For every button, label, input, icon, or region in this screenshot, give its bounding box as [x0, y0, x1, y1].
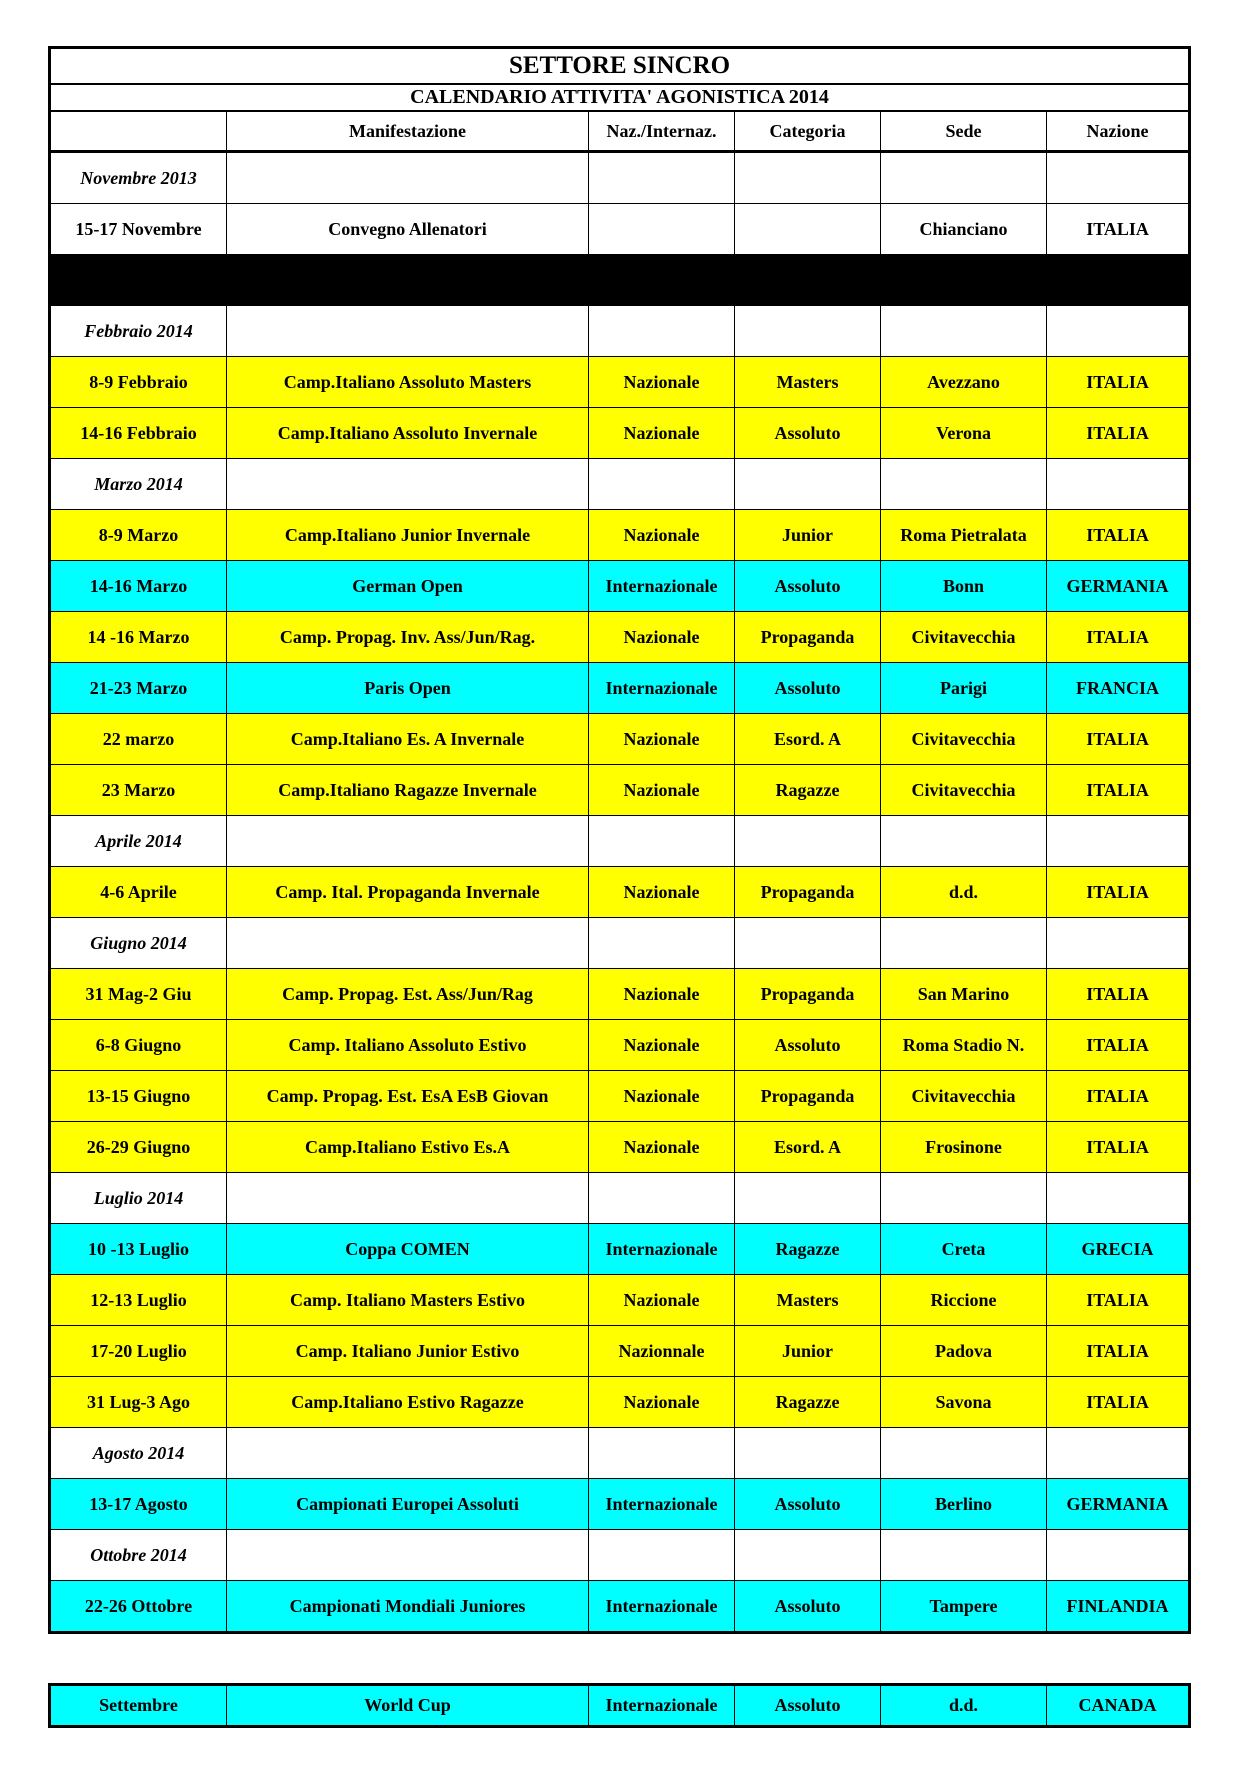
- cell-categoria: Assoluto: [735, 1685, 881, 1727]
- cell-date: 21-23 Marzo: [50, 663, 227, 714]
- empty-cell: [881, 1173, 1047, 1224]
- cell-naz-internaz: Internazionale: [589, 1685, 735, 1727]
- cell-manifestazione: Camp. Propag. Est. Ass/Jun/Rag: [227, 969, 589, 1020]
- cell-categoria: [735, 204, 881, 255]
- cell-date: 6-8 Giugno: [50, 1020, 227, 1071]
- cell-nazione: ITALIA: [1047, 1071, 1190, 1122]
- separator-row: [50, 255, 1190, 306]
- cell-naz-internaz: Nazionale: [589, 612, 735, 663]
- empty-cell: [227, 816, 589, 867]
- cell-manifestazione: Camp.Italiano Ragazze Invernale: [227, 765, 589, 816]
- cell-date: 14 -16 Marzo: [50, 612, 227, 663]
- cell-date: 15-17 Novembre: [50, 204, 227, 255]
- empty-cell: [1047, 816, 1190, 867]
- event-row: [50, 765, 1190, 816]
- event-row: [50, 1326, 1190, 1377]
- column-header-sede: Sede: [881, 111, 1047, 152]
- month-row: [50, 1428, 1190, 1479]
- cell-manifestazione: Camp. Propag. Inv. Ass/Jun/Rag.: [227, 612, 589, 663]
- month-label: Giugno 2014: [50, 918, 227, 969]
- event-row: [50, 969, 1190, 1020]
- page-subtitle: CALENDARIO ATTIVITA' AGONISTICA 2014: [50, 84, 1190, 111]
- empty-cell: [735, 459, 881, 510]
- cell-sede: Roma Pietralata: [881, 510, 1047, 561]
- empty-cell: [1047, 1173, 1190, 1224]
- cell-nazione: ITALIA: [1047, 867, 1190, 918]
- empty-cell: [735, 306, 881, 357]
- cell-sede: Savona: [881, 1377, 1047, 1428]
- cell-sede: Frosinone: [881, 1122, 1047, 1173]
- event-row: [50, 408, 1190, 459]
- cell-categoria: Assoluto: [735, 663, 881, 714]
- empty-cell: [881, 1428, 1047, 1479]
- month-label: Novembre 2013: [50, 152, 227, 204]
- cell-categoria: Assoluto: [735, 408, 881, 459]
- empty-cell: [589, 459, 735, 510]
- month-row: [50, 306, 1190, 357]
- cell-sede: Verona: [881, 408, 1047, 459]
- cell-sede: Riccione: [881, 1275, 1047, 1326]
- event-row: [50, 1020, 1190, 1071]
- cell-manifestazione: Convegno Allenatori: [227, 204, 589, 255]
- empty-cell: [227, 1530, 589, 1581]
- month-label: Febbraio 2014: [50, 306, 227, 357]
- cell-categoria: Esord. A: [735, 1122, 881, 1173]
- cell-sede: Avezzano: [881, 357, 1047, 408]
- cell-nazione: ITALIA: [1047, 1326, 1190, 1377]
- event-row: [50, 663, 1190, 714]
- event-row: [50, 357, 1190, 408]
- cell-naz-internaz: Internazionale: [589, 1479, 735, 1530]
- cell-manifestazione: German Open: [227, 561, 589, 612]
- cell-manifestazione: Camp.Italiano Es. A Invernale: [227, 714, 589, 765]
- cell-naz-internaz: Internazionale: [589, 1224, 735, 1275]
- event-row: [50, 1071, 1190, 1122]
- empty-cell: [735, 152, 881, 204]
- cell-sede: Roma Stadio N.: [881, 1020, 1047, 1071]
- cell-sede: Civitavecchia: [881, 1071, 1047, 1122]
- cell-naz-internaz: Nazionale: [589, 1377, 735, 1428]
- cell-sede: d.d.: [881, 1685, 1047, 1727]
- cell-naz-internaz: Nazionale: [589, 765, 735, 816]
- cell-categoria: Esord. A: [735, 714, 881, 765]
- cell-date: 8-9 Febbraio: [50, 357, 227, 408]
- cell-manifestazione: Camp.Italiano Assoluto Invernale: [227, 408, 589, 459]
- month-row: [50, 1173, 1190, 1224]
- empty-cell: [227, 306, 589, 357]
- empty-cell: [227, 1428, 589, 1479]
- empty-cell: [881, 459, 1047, 510]
- cell-naz-internaz: [589, 204, 735, 255]
- cell-naz-internaz: Nazionale: [589, 1122, 735, 1173]
- cell-sede: Civitavecchia: [881, 765, 1047, 816]
- cell-naz-internaz: Nazionale: [589, 357, 735, 408]
- cell-date: 22-26 Ottobre: [50, 1581, 227, 1633]
- event-row: [50, 1275, 1190, 1326]
- cell-naz-internaz: Nazionale: [589, 1275, 735, 1326]
- extra-event-table: [48, 1683, 1191, 1728]
- cell-sede: Tampere: [881, 1581, 1047, 1633]
- cell-categoria: Propaganda: [735, 612, 881, 663]
- cell-sede: Parigi: [881, 663, 1047, 714]
- column-header-date: [50, 111, 227, 152]
- month-row: [50, 918, 1190, 969]
- cell-naz-internaz: Nazionale: [589, 408, 735, 459]
- title-row: [50, 48, 1190, 85]
- cell-naz-internaz: Nazionale: [589, 867, 735, 918]
- cell-manifestazione: Paris Open: [227, 663, 589, 714]
- empty-cell: [589, 1173, 735, 1224]
- cell-nazione: ITALIA: [1047, 1020, 1190, 1071]
- cell-categoria: Ragazze: [735, 1377, 881, 1428]
- cell-sede: Berlino: [881, 1479, 1047, 1530]
- cell-sede: Bonn: [881, 561, 1047, 612]
- separator-bar: [50, 255, 1190, 306]
- month-row: [50, 816, 1190, 867]
- cell-sede: d.d.: [881, 867, 1047, 918]
- event-row: [50, 510, 1190, 561]
- cell-manifestazione: Camp. Italiano Junior Estivo: [227, 1326, 589, 1377]
- event-row: [50, 1377, 1190, 1428]
- empty-cell: [589, 816, 735, 867]
- event-row: [50, 561, 1190, 612]
- cell-nazione: ITALIA: [1047, 612, 1190, 663]
- cell-naz-internaz: Internazionale: [589, 561, 735, 612]
- column-header-row: [50, 111, 1190, 152]
- event-row: [50, 1581, 1190, 1633]
- cell-naz-internaz: Nazionnale: [589, 1326, 735, 1377]
- cell-manifestazione: Campionati Europei Assoluti: [227, 1479, 589, 1530]
- cell-sede: Civitavecchia: [881, 714, 1047, 765]
- cell-date: 31 Mag-2 Giu: [50, 969, 227, 1020]
- cell-nazione: CANADA: [1047, 1685, 1190, 1727]
- cell-manifestazione: Campionati Mondiali Juniores: [227, 1581, 589, 1633]
- cell-nazione: GERMANIA: [1047, 561, 1190, 612]
- cell-manifestazione: Camp.Italiano Estivo Es.A: [227, 1122, 589, 1173]
- cell-nazione: ITALIA: [1047, 1122, 1190, 1173]
- column-header-nazione: Nazione: [1047, 111, 1190, 152]
- cell-manifestazione: Camp.Italiano Assoluto Masters: [227, 357, 589, 408]
- empty-cell: [735, 1530, 881, 1581]
- empty-cell: [735, 1173, 881, 1224]
- empty-cell: [881, 306, 1047, 357]
- cell-manifestazione: Coppa COMEN: [227, 1224, 589, 1275]
- cell-manifestazione: Camp. Italiano Masters Estivo: [227, 1275, 589, 1326]
- cell-categoria: Masters: [735, 357, 881, 408]
- cell-naz-internaz: Nazionale: [589, 969, 735, 1020]
- month-label: Agosto 2014: [50, 1428, 227, 1479]
- empty-cell: [227, 459, 589, 510]
- cell-nazione: GRECIA: [1047, 1224, 1190, 1275]
- cell-nazione: ITALIA: [1047, 510, 1190, 561]
- empty-cell: [1047, 1530, 1190, 1581]
- cell-date: Settembre: [50, 1685, 227, 1727]
- cell-date: 4-6 Aprile: [50, 867, 227, 918]
- cell-categoria: Propaganda: [735, 1071, 881, 1122]
- empty-cell: [1047, 459, 1190, 510]
- empty-cell: [1047, 1428, 1190, 1479]
- cell-categoria: Assoluto: [735, 1479, 881, 1530]
- cell-date: 10 -13 Luglio: [50, 1224, 227, 1275]
- cell-naz-internaz: Internazionale: [589, 663, 735, 714]
- empty-cell: [227, 1173, 589, 1224]
- cell-naz-internaz: Nazionale: [589, 510, 735, 561]
- cell-manifestazione: World Cup: [227, 1685, 589, 1727]
- event-row: [50, 1122, 1190, 1173]
- month-label: Ottobre 2014: [50, 1530, 227, 1581]
- cell-date: 13-15 Giugno: [50, 1071, 227, 1122]
- cell-sede: Chianciano: [881, 204, 1047, 255]
- cell-date: 13-17 Agosto: [50, 1479, 227, 1530]
- cell-sede: Civitavecchia: [881, 612, 1047, 663]
- cell-manifestazione: Camp.Italiano Junior Invernale: [227, 510, 589, 561]
- cell-date: 8-9 Marzo: [50, 510, 227, 561]
- cell-date: 31 Lug-3 Ago: [50, 1377, 227, 1428]
- cell-nazione: ITALIA: [1047, 714, 1190, 765]
- empty-cell: [589, 918, 735, 969]
- cell-categoria: Assoluto: [735, 1020, 881, 1071]
- cell-date: 14-16 Febbraio: [50, 408, 227, 459]
- empty-cell: [735, 1428, 881, 1479]
- month-label: Aprile 2014: [50, 816, 227, 867]
- event-row: [50, 867, 1190, 918]
- cell-naz-internaz: Nazionale: [589, 1071, 735, 1122]
- month-label: Luglio 2014: [50, 1173, 227, 1224]
- month-row: [50, 152, 1190, 204]
- empty-cell: [227, 918, 589, 969]
- cell-categoria: Ragazze: [735, 1224, 881, 1275]
- empty-cell: [1047, 918, 1190, 969]
- cell-nazione: ITALIA: [1047, 969, 1190, 1020]
- cell-categoria: Propaganda: [735, 867, 881, 918]
- cell-manifestazione: Camp.Italiano Estivo Ragazze: [227, 1377, 589, 1428]
- cell-date: 26-29 Giugno: [50, 1122, 227, 1173]
- page-title: SETTORE SINCRO: [50, 48, 1190, 85]
- empty-cell: [735, 918, 881, 969]
- empty-cell: [227, 152, 589, 204]
- cell-categoria: Junior: [735, 510, 881, 561]
- empty-cell: [881, 152, 1047, 204]
- cell-date: 14-16 Marzo: [50, 561, 227, 612]
- cell-nazione: ITALIA: [1047, 1275, 1190, 1326]
- cell-manifestazione: Camp. Ital. Propaganda Invernale: [227, 867, 589, 918]
- cell-nazione: ITALIA: [1047, 204, 1190, 255]
- empty-cell: [735, 816, 881, 867]
- cell-nazione: ITALIA: [1047, 357, 1190, 408]
- cell-sede: Creta: [881, 1224, 1047, 1275]
- cell-nazione: ITALIA: [1047, 408, 1190, 459]
- event-row: [50, 612, 1190, 663]
- cell-naz-internaz: Nazionale: [589, 1020, 735, 1071]
- calendar-table: [48, 46, 1191, 1634]
- cell-sede: San Marino: [881, 969, 1047, 1020]
- cell-sede: Padova: [881, 1326, 1047, 1377]
- month-row: [50, 1530, 1190, 1581]
- cell-manifestazione: Camp. Italiano Assoluto Estivo: [227, 1020, 589, 1071]
- empty-cell: [589, 1428, 735, 1479]
- empty-cell: [881, 816, 1047, 867]
- cell-categoria: Junior: [735, 1326, 881, 1377]
- cell-nazione: FINLANDIA: [1047, 1581, 1190, 1633]
- subtitle-row: [50, 84, 1190, 111]
- empty-cell: [881, 1530, 1047, 1581]
- empty-cell: [1047, 306, 1190, 357]
- event-row: [50, 1479, 1190, 1530]
- column-header-naz-internaz: Naz./Internaz.: [589, 111, 735, 152]
- column-header-manifestazione: Manifestazione: [227, 111, 589, 152]
- extra-event-row: [50, 1685, 1190, 1727]
- cell-date: 12-13 Luglio: [50, 1275, 227, 1326]
- event-row: [50, 714, 1190, 765]
- cell-nazione: ITALIA: [1047, 765, 1190, 816]
- cell-date: 17-20 Luglio: [50, 1326, 227, 1377]
- cell-categoria: Ragazze: [735, 765, 881, 816]
- cell-nazione: FRANCIA: [1047, 663, 1190, 714]
- empty-cell: [589, 1530, 735, 1581]
- cell-categoria: Assoluto: [735, 561, 881, 612]
- month-row: [50, 459, 1190, 510]
- cell-date: 22 marzo: [50, 714, 227, 765]
- empty-cell: [881, 918, 1047, 969]
- cell-naz-internaz: Nazionale: [589, 714, 735, 765]
- column-header-categoria: Categoria: [735, 111, 881, 152]
- event-row: [50, 204, 1190, 255]
- calendar-sheet: [48, 46, 1188, 1634]
- empty-cell: [1047, 152, 1190, 204]
- cell-nazione: GERMANIA: [1047, 1479, 1190, 1530]
- cell-naz-internaz: Internazionale: [589, 1581, 735, 1633]
- cell-manifestazione: Camp. Propag. Est. EsA EsB Giovan: [227, 1071, 589, 1122]
- event-row: [50, 1224, 1190, 1275]
- empty-cell: [589, 306, 735, 357]
- empty-cell: [589, 152, 735, 204]
- cell-nazione: ITALIA: [1047, 1377, 1190, 1428]
- cell-date: 23 Marzo: [50, 765, 227, 816]
- month-label: Marzo 2014: [50, 459, 227, 510]
- cell-categoria: Propaganda: [735, 969, 881, 1020]
- cell-categoria: Assoluto: [735, 1581, 881, 1633]
- cell-categoria: Masters: [735, 1275, 881, 1326]
